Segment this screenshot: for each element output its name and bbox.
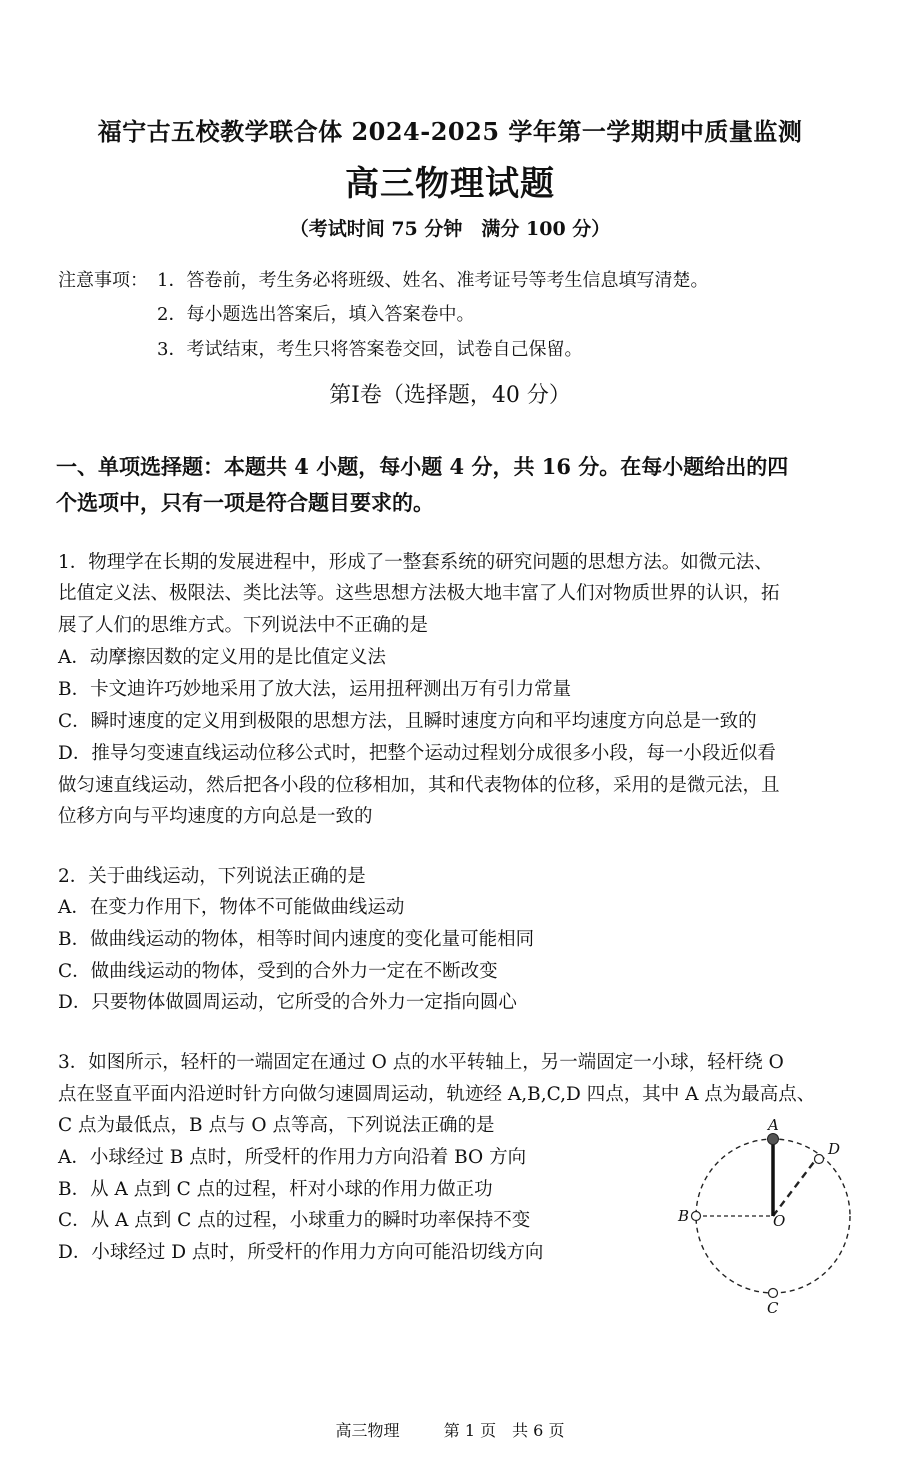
question-stem-line: 展了人们的思维方式。下列说法中不正确的是 bbox=[58, 615, 429, 636]
page-footer bbox=[0, 1418, 900, 1441]
ball-at-a bbox=[768, 1134, 779, 1145]
option-a: A．动摩擦因数的定义用的是比值定义法 bbox=[58, 647, 386, 668]
option-b: B．卡文迪许巧妙地采用了放大法，运用扭秤测出万有引力常量 bbox=[58, 679, 572, 700]
label-a: A bbox=[768, 1116, 779, 1134]
notice-item: 3．考试结束，考生只将答案卷交回，试卷自己保留。 bbox=[157, 339, 583, 360]
od-dashed-rod bbox=[773, 1158, 817, 1216]
point-d-marker bbox=[815, 1155, 824, 1164]
exam-duration-info: （考试时间 75 分钟 满分 100 分） bbox=[289, 218, 611, 240]
section-heading: 第I卷（选择题，40 分） bbox=[329, 383, 571, 408]
footer-page-number: 第 1 页 共 6 页 bbox=[443, 1421, 565, 1440]
question-stem-line: C 点为最低点，B 点与 O 点等高，下列说法正确的是 bbox=[58, 1115, 495, 1136]
point-b-marker bbox=[692, 1212, 701, 1221]
label-b: B bbox=[678, 1207, 690, 1225]
part-heading-line: 个选项中，只有一项是符合题目要求的。 bbox=[56, 490, 434, 515]
notice-item: 1．答卷前，考生务必将班级、姓名、准考证号等考生信息填写清楚。 bbox=[157, 270, 709, 291]
option-c: C．做曲线运动的物体，受到的合外力一定在不断改变 bbox=[58, 961, 498, 982]
part-heading-line: 一、单项选择题：本题共 4 小题，每小题 4 分，共 16 分。在每小题给出的四 bbox=[56, 454, 789, 479]
point-c-marker bbox=[769, 1289, 778, 1298]
question-stem-line: 2．关于曲线运动，下列说法正确的是 bbox=[58, 866, 366, 887]
question-stem-line: 3．如图所示，轻杆的一端固定在通过 O 点的水平转轴上，另一端固定一小球，轻杆绕 O bbox=[58, 1052, 784, 1073]
option-d: D．只要物体做圆周运动，它所受的合外力一定指向圆心 bbox=[58, 992, 517, 1013]
exam-header: 福宁古五校教学联合体 2024-2025 学年第一学期期中质量监测 bbox=[97, 117, 803, 146]
option-b: B．做曲线运动的物体，相等时间内速度的变化量可能相同 bbox=[58, 929, 535, 950]
page-title: 高三物理试题 bbox=[345, 164, 555, 204]
option-d: D．推导匀变速直线运动位移公式时，把整个运动过程划分成很多小段，每一小段近似看 bbox=[58, 743, 776, 764]
option-a: A．小球经过 B 点时，所受杆的作用力方向沿着 BO 方向 bbox=[58, 1147, 527, 1168]
option-d-continued: 做匀速直线运动，然后把各小段的位移相加，其和代表物体的位移，采用的是微元法，且 bbox=[58, 775, 780, 796]
question-stem-line: 点在竖直平面内沿逆时针方向做匀速圆周运动，轨迹经 A,B,C,D 四点，其中 A 点为最高点、 bbox=[58, 1084, 816, 1105]
option-c: C．从 A 点到 C 点的过程，小球重力的瞬时功率保持不变 bbox=[58, 1210, 531, 1231]
option-d: D．小球经过 D 点时，所受杆的作用力方向可能沿切线方向 bbox=[58, 1242, 544, 1263]
notice-item: 2．每小题选出答案后，填入答案卷中。 bbox=[157, 304, 475, 325]
question-stem-line: 比值定义法、极限法、类比法等。这些思想方法极大地丰富了人们对物质世界的认识，拓 bbox=[58, 583, 780, 604]
footer-subject: 高三物理 bbox=[335, 1421, 400, 1440]
label-c: C bbox=[767, 1299, 779, 1317]
option-d-continued: 位移方向与平均速度的方向总是一致的 bbox=[58, 806, 373, 827]
notice-label: 注意事项： bbox=[58, 270, 148, 291]
option-a: A．在变力作用下，物体不可能做曲线运动 bbox=[58, 897, 405, 918]
option-b: B．从 A 点到 C 点的过程，杆对小球的作用力做正功 bbox=[58, 1179, 493, 1200]
label-o: O bbox=[773, 1212, 786, 1230]
question-stem-line: 1．物理学在长期的发展进程中，形成了一整套系统的研究问题的思想方法。如微元法、 bbox=[58, 552, 773, 573]
option-c: C．瞬时速度的定义用到极限的思想方法，且瞬时速度方向和平均速度方向总是一致的 bbox=[58, 711, 757, 732]
label-d: D bbox=[828, 1140, 841, 1158]
circular-motion-figure bbox=[670, 1112, 870, 1322]
